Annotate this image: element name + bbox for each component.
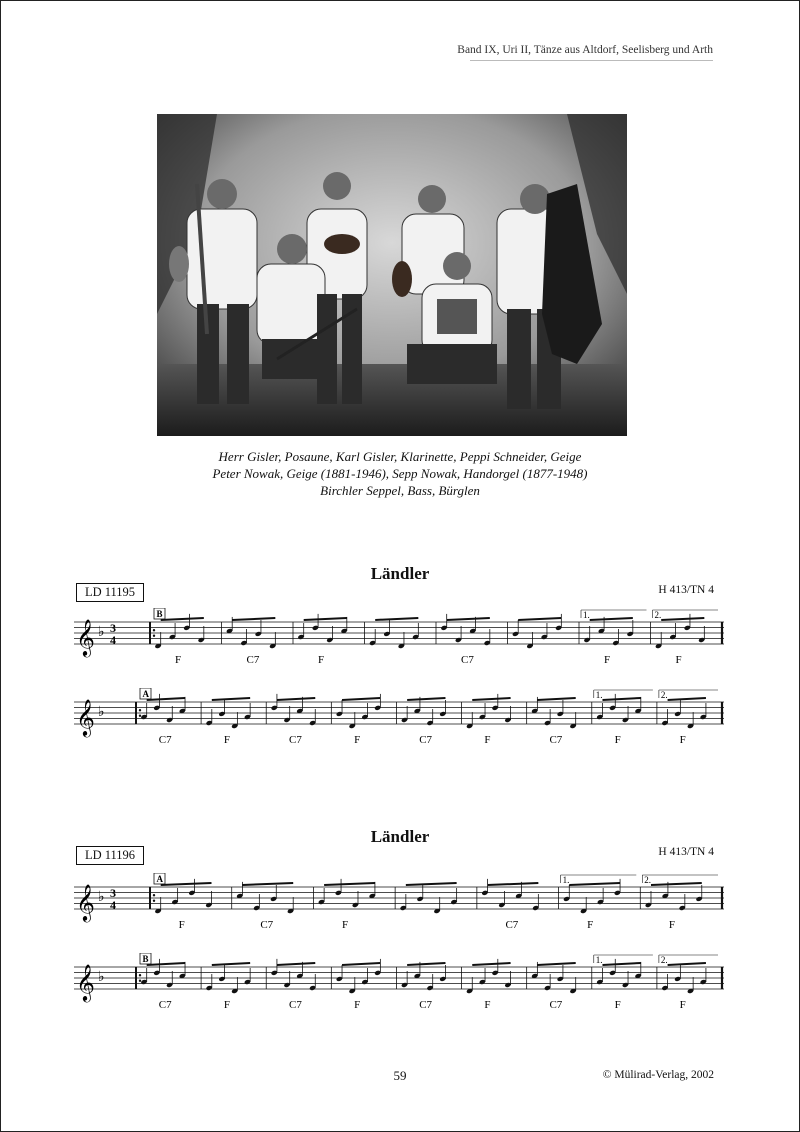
treble-clef-icon: 𝄞	[76, 883, 95, 921]
chord-symbol: F	[668, 919, 676, 929]
music-staff	[74, 953, 726, 1009]
svg-text:B: B	[142, 954, 149, 964]
flat-key-signature-icon: ♭	[98, 704, 105, 720]
chord-symbol: C7	[461, 654, 474, 664]
flat-key-signature-icon: ♭	[98, 969, 105, 985]
chord-symbol: F	[679, 999, 686, 1009]
band-photo	[157, 114, 627, 436]
svg-text:1.: 1.	[595, 955, 603, 965]
svg-text:2.: 2.	[654, 610, 662, 620]
chord-symbol: F	[604, 654, 611, 664]
treble-clef-icon: 𝄞	[76, 963, 95, 1001]
chord-symbol: C7	[419, 734, 433, 744]
rehearsal-mark	[140, 953, 151, 964]
chord-symbol: F	[587, 919, 594, 929]
chord-symbol: F	[484, 999, 491, 1009]
caption-line: Herr Gisler, Posaune, Karl Gisler, Klarinette, Peppi Schneider, Geige	[218, 449, 582, 464]
page-number: 59	[393, 1068, 407, 1083]
svg-text:1.: 1.	[583, 610, 590, 620]
rehearsal-mark	[154, 608, 165, 619]
ld-number-box: LD 11196	[76, 846, 144, 865]
chord-symbol: C7	[260, 919, 274, 929]
chord-symbol: F	[679, 734, 686, 744]
music-staff	[74, 688, 726, 744]
chord-symbol: C7	[419, 999, 433, 1009]
piece-title: Ländler	[370, 564, 430, 583]
chord-symbol: F	[223, 999, 231, 1009]
chord-symbol: C7	[289, 999, 302, 1009]
chord-symbol: F	[178, 919, 185, 929]
svg-text:A: A	[142, 689, 149, 699]
caption-line: Birchler Seppel, Bass, Bürglen	[320, 483, 480, 498]
chord-symbol: C7	[246, 654, 260, 664]
chord-symbol: F	[175, 654, 182, 664]
svg-text:1.: 1.	[595, 690, 603, 700]
svg-text:A: A	[156, 874, 163, 884]
chord-symbol: C7	[549, 734, 563, 744]
chord-symbol: F	[614, 999, 621, 1009]
chord-symbol: F	[354, 999, 361, 1009]
header-rule	[470, 60, 713, 61]
running-header: Band IX, Uri II, Tänze aus Altdorf, Seelisberg und Arth	[457, 44, 713, 56]
svg-text:1.: 1.	[562, 875, 570, 885]
tune-reference: H 413/TN 4	[658, 846, 714, 858]
copyright-notice: © Mülirad-Verlag, 2002	[602, 1069, 714, 1081]
tune-reference: H 413/TN 4	[658, 584, 714, 596]
music-staff	[74, 873, 726, 929]
time-signature-top: 3	[110, 621, 116, 635]
svg-text:2.: 2.	[660, 955, 668, 965]
time-signature-top: 3	[110, 886, 116, 900]
chord-symbol: F	[318, 654, 325, 664]
chord-symbol: C7	[289, 734, 302, 744]
chord-symbol: C7	[549, 999, 563, 1009]
treble-clef-icon: 𝄞	[76, 698, 95, 736]
flat-key-signature-icon: ♭	[98, 624, 105, 640]
piece-title: Ländler	[370, 827, 430, 846]
chord-symbol: F	[223, 734, 231, 744]
chord-symbol: F	[484, 734, 491, 744]
ld-number-box: LD 11195	[76, 583, 144, 602]
rehearsal-mark	[154, 873, 165, 884]
music-staff	[74, 608, 726, 664]
chord-symbol: C7	[158, 734, 172, 744]
chord-symbol: F	[614, 734, 621, 744]
chord-symbol: F	[342, 919, 349, 929]
caption-line: Peter Nowak, Geige (1881-1946), Sepp Nowak, Handorgel (1877-1948)	[212, 466, 588, 481]
time-signature-bottom: 4	[110, 633, 116, 647]
flat-key-signature-icon: ♭	[98, 889, 105, 905]
chord-symbol: F	[675, 654, 682, 664]
svg-text:B: B	[156, 609, 163, 619]
photo-caption	[0, 448, 800, 499]
rehearsal-mark	[140, 688, 151, 699]
chord-symbol: C7	[505, 919, 519, 929]
treble-clef-icon: 𝄞	[76, 618, 95, 656]
svg-text:2.: 2.	[660, 690, 668, 700]
chord-symbol: F	[354, 734, 361, 744]
time-signature-bottom: 4	[110, 898, 116, 912]
svg-text:2.: 2.	[644, 875, 652, 885]
chord-symbol: C7	[158, 999, 172, 1009]
